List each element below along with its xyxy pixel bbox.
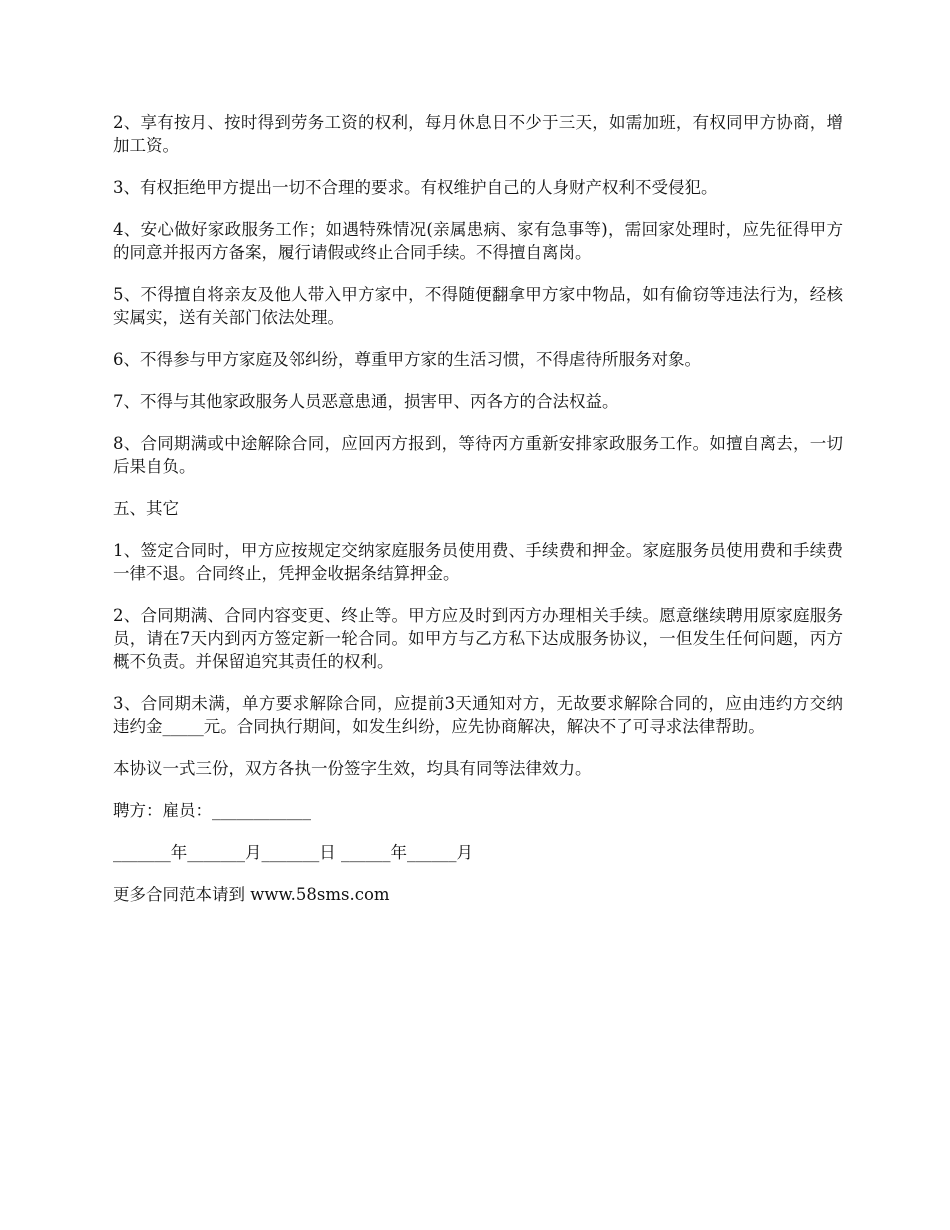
clause-paragraph: 4、安心做好家政服务工作；如遇特殊情况(亲属患病、家有急事等)，需回家处理时，应先征得甲方的同意并报丙方备案，履行请假或终止合同手续。不得擅自离岗。 xyxy=(113,220,843,262)
clause-paragraph: 1、签定合同时，甲方应按规定交纳家庭服务员使用费、手续费和押金。家庭服务员使用费和手续费一律不退。合同终止，凭押金收据条结算押金。 xyxy=(113,541,843,583)
clause-paragraph: 2、享有按月、按时得到劳务工资的权利，每月休息日不少于三天，如需加班，有权同甲方协商，增加工资。 xyxy=(113,113,843,155)
section-heading: 五、其它 xyxy=(113,499,179,518)
clause-paragraph: 7、不得与其他家政服务人员恶意患通，损害甲、丙各方的合法权益。 xyxy=(113,392,619,411)
clause-paragraph: 6、不得参与甲方家庭及邻纠纷，尊重甲方家的生活习惯，不得虐待所服务对象。 xyxy=(113,350,701,369)
clause-paragraph: 2、合同期满、合同内容变更、终止等。甲方应及时到丙方办理相关手续。愿意继续聘用原家庭服务员，请在7天内到丙方签定新一轮合同。如甲方与乙方私下达成服务协议，一但发生任何问题，丙方概不负责。并保留追究其责任的权利。 xyxy=(113,606,843,671)
document-body xyxy=(113,111,843,906)
clause-paragraph: 3、合同期未满，单方要求解除合同，应提前3天通知对方，无故要求解除合同的，应由违约方交纳违约金_____元。合同执行期间，如发生纠纷，应先协商解决，解决不了可寻求法律帮助。 xyxy=(113,694,843,736)
clause-paragraph: 5、不得擅自将亲友及他人带入甲方家中，不得随便翻拿甲方家中物品，如有偷窃等违法行为，经核实属实，送有关部门依法处理。 xyxy=(113,285,843,327)
clause-paragraph: 8、合同期满或中途解除合同，应回丙方报到，等待丙方重新安排家政服务工作。如擅自离去，一切后果自负。 xyxy=(113,434,843,476)
date-line: _______年_______月_______日 ______年______月 xyxy=(113,843,473,862)
agreement-statement: 本协议一式三份，双方各执一份签字生效，均具有同等法律效力。 xyxy=(113,759,592,778)
signature-line: 聘方：雇员：____________ xyxy=(113,801,311,820)
footer-note: 更多合同范本请到 www.58sms.com xyxy=(113,885,390,904)
clause-paragraph: 3、有权拒绝甲方提出一切不合理的要求。有权维护自己的人身财产权利不受侵犯。 xyxy=(113,178,718,197)
